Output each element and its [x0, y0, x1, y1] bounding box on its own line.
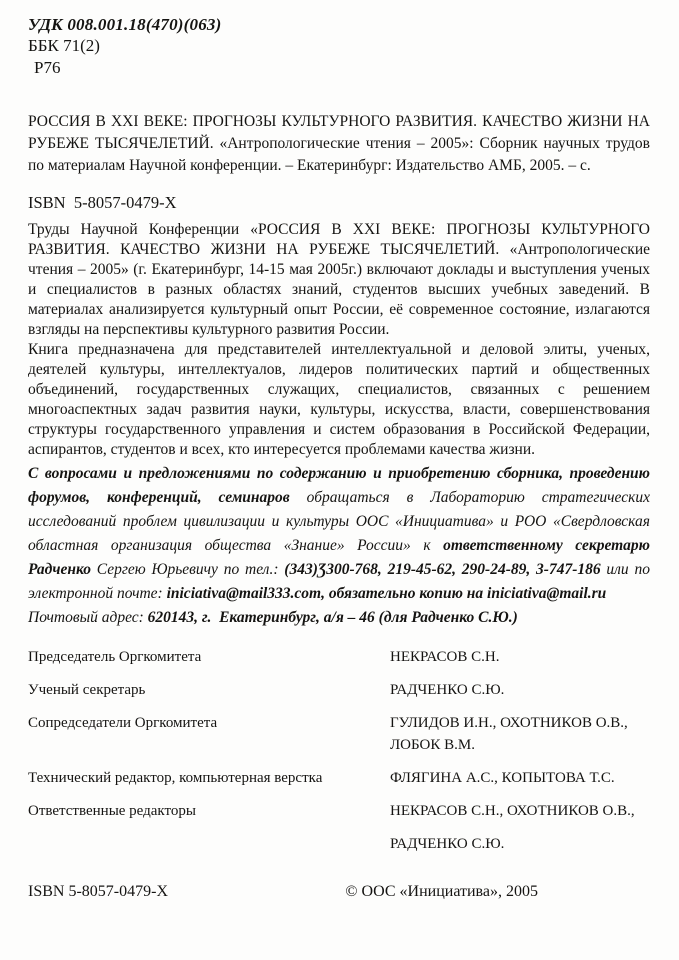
- role-value-line: РАДЧЕНКО С.Ю.: [390, 682, 505, 698]
- role-value-line: РАДЧЕНКО С.Ю.: [390, 836, 505, 852]
- role-label: Ответственные редакторы: [28, 803, 196, 819]
- role-row: [28, 679, 650, 701]
- role-row: [28, 712, 650, 756]
- footer: [28, 881, 650, 903]
- role-value-line: ГУЛИДОВ И.Н., ОХОТНИКОВ О.В., ЛОБОК В.М.: [390, 715, 628, 753]
- role-value: [390, 646, 650, 668]
- role-value: [390, 800, 650, 855]
- copyright-notice: © ООС «Инициатива», 2005: [345, 883, 538, 900]
- role-label: Председатель Оргкомитета: [28, 649, 202, 665]
- bold-segment: 620143, г. Екатеринбург, а/я – 46 (для Радченко С.Ю.): [147, 609, 518, 626]
- contact-paragraph: [28, 462, 650, 606]
- text-segment: Сергею Юрьевичу по тел.:: [96, 561, 285, 578]
- role-value-line: ФЛЯГИНА А.С., КОПЫТОВА Т.С.: [390, 770, 615, 786]
- text-segment: обращаться в Лабораторию стратегических исследований проблем цивилизации и культуры ООС «Инициатива» и РОО «Свердловская областная организация общества «Знание» России» к: [28, 489, 650, 554]
- role-value-line: НЕКРАСОВ С.Н.: [390, 649, 500, 665]
- udk-code: УДК 008.001.18(470)(063): [28, 15, 222, 34]
- role-value: [390, 679, 650, 701]
- role-label: Технический редактор, компьютерная верстка: [28, 770, 323, 786]
- postal-address-line: [28, 606, 650, 630]
- role-value: [390, 712, 650, 756]
- bbk-code: ББК 71(2): [28, 36, 100, 55]
- text-segment: Почтовый адрес:: [28, 609, 148, 626]
- annotation-paragraph-2: Книга предназначена для представителей интеллектуальной и деловой элиты, ученых, деятелей культуры, интеллектуалов, лидеров политических партий и общественных объединений, государственных служащих, специалистов, связанных с решением многоаспектных задач развития науки, культуры, искусства, власти, совершенствования структуры государственного управления и систем образования в Российской Федерации, аспирантов, студентов и всех, кто интересуется проблемами качества жизни.: [28, 341, 650, 458]
- annotation-block: [28, 220, 650, 460]
- author-sign-code: Р76: [34, 58, 61, 77]
- role-row: [28, 767, 650, 789]
- role-value-line: НЕКРАСОВ С.Н., ОХОТНИКОВ О.В.,: [390, 803, 635, 819]
- bold-segment: iniciativa@mail333.com, обязательно копию на iniciativa@mail.ru: [166, 585, 607, 602]
- roles-table: [28, 646, 650, 855]
- bold-segment: (343)Ʒ300-768, 219-45-62, 290-24-89, 3-747-186: [284, 561, 607, 578]
- bold-segment: С вопросами и предложениями по содержанию и приобретению сборника, проведению форумов, конференций, семинаров: [28, 465, 650, 506]
- annotation-paragraph-1: Труды Научной Конференции «РОССИЯ В XXI ВЕКЕ: ПРОГНОЗЫ КУЛЬТУРНОГО РАЗВИТИЯ. КАЧЕСТВО ЖИЗНИ НА РУБЕЖЕ ТЫСЯЧЕЛЕТИЙ. «Антропологические чтения – 2005» (г. Екатеринбург, 14-15 мая 2005г.) включают доклады и выступления ученых и специалистов в разных областях знаний, студентов высших учебных заведений. В материалах анализируется культурный опыт России, её современное состояние, излагаются взгляды на перспективы культурного развития России.: [28, 221, 650, 338]
- role-row: [28, 800, 650, 855]
- role-label: Ученый секретарь: [28, 682, 146, 698]
- role-row: [28, 646, 650, 668]
- bibliographic-title: РОССИЯ В XXI ВЕКЕ: ПРОГНОЗЫ КУЛЬТУРНОГО РАЗВИТИЯ. КАЧЕСТВО ЖИЗНИ НА РУБЕЖЕ ТЫСЯЧЕЛЕТИЙ. «Антропологические чтения – 2005»: Сборник научных трудов по материалам Научной конференции. – Екатеринбург: Издательство АМБ, 2005. – с.: [28, 113, 650, 174]
- bold-segment: ответственному секретарю Радченко: [28, 537, 650, 578]
- role-label: Сопредседатели Оргкомитета: [28, 715, 218, 731]
- text-segment: или по электронной почте:: [28, 561, 650, 602]
- isbn-footer: ISBN 5-8057-0479-X: [28, 883, 168, 900]
- role-value: [390, 767, 650, 789]
- isbn-line: ISBN 5-8057-0479-X: [28, 193, 177, 212]
